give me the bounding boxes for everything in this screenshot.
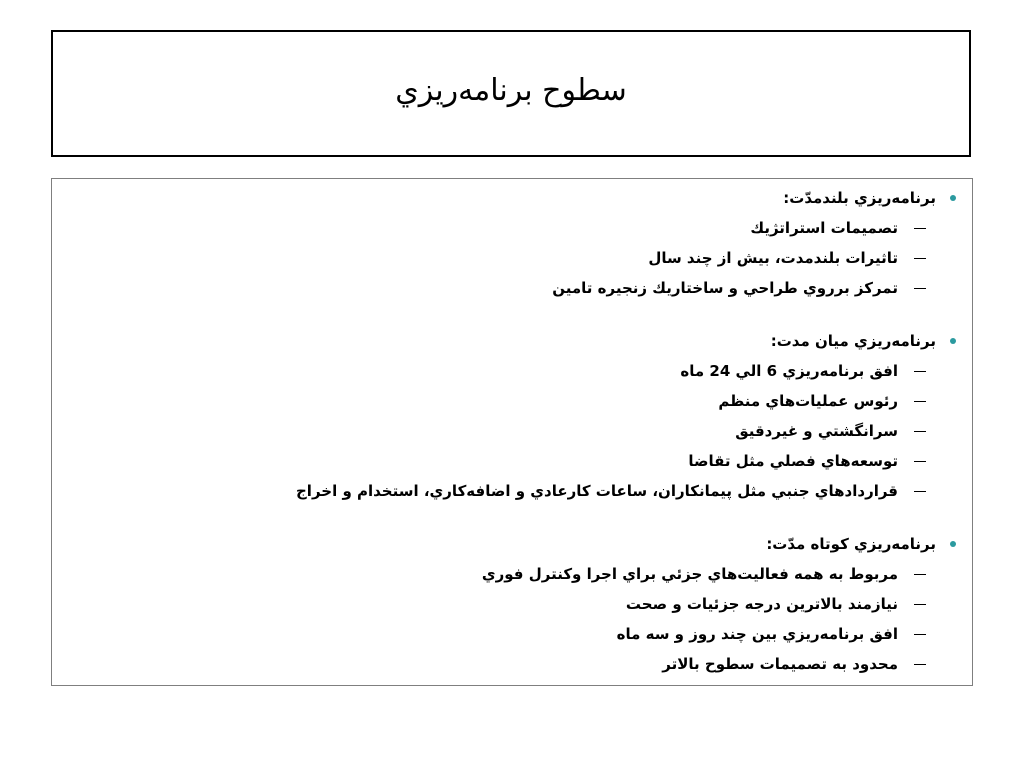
sub-item-text: تمركز برروي طراحي و ساختاريك زنجيره تامين: [552, 279, 898, 297]
sub-item-text: تصميمات استراتژيك: [750, 219, 898, 237]
dash-icon: [914, 634, 926, 635]
sub-item-text: افق برنامه‌ريزي 6 الي 24 ماه: [680, 362, 898, 380]
section-short-term: [96, 529, 956, 679]
bullet-dot-icon: [950, 338, 956, 344]
sub-item-text: تاثيرات بلندمدت، بيش از چند سال: [648, 249, 898, 267]
sub-item: [96, 356, 956, 386]
sub-item-text: سرانگشتي و غيردقيق: [735, 422, 898, 440]
bullet-dot-icon: [950, 541, 956, 547]
sub-item-text: مربوط به همه فعاليت‌هاي جزئي براي اجرا وكنترل فوري: [481, 565, 898, 583]
dash-icon: [914, 574, 926, 575]
title-box: [51, 30, 971, 157]
dash-icon: [914, 461, 926, 462]
section-long-term: [96, 183, 956, 303]
dash-icon: [914, 258, 926, 259]
bullet-heading: [96, 183, 956, 213]
sub-item-text: قراردادهاي جنبي مثل پيمانكاران، ساعات كارعادي و اضافه‌كاري، استخدام و اخراج: [296, 482, 898, 500]
sub-item-text: توسعه‌هاي فصلي مثل تقاضا: [688, 452, 898, 470]
dash-icon: [914, 664, 926, 665]
sub-item: [96, 386, 956, 416]
dash-icon: [914, 371, 926, 372]
dash-icon: [914, 228, 926, 229]
heading-text: برنامه‌ريزي كوتاه مدّت:: [766, 535, 936, 553]
sub-item-text: محدود به تصميمات سطوح بالاتر: [662, 655, 898, 673]
sub-item: [96, 273, 956, 303]
heading-text: برنامه‌ريزي ميان مدت:: [770, 332, 936, 350]
dash-icon: [914, 288, 926, 289]
heading-text: برنامه‌ريزي بلندمدّت:: [783, 189, 936, 207]
sub-item: [96, 416, 956, 446]
sub-item: [96, 213, 956, 243]
sub-item: [96, 243, 956, 273]
bullet-heading: [96, 326, 956, 356]
sub-item-text: افق برنامه‌ريزي بين چند روز و سه ماه: [616, 625, 898, 643]
dash-icon: [914, 431, 926, 432]
sub-item-text: رئوس عمليات‌هاي منظم: [718, 392, 898, 410]
sub-item: [96, 619, 956, 649]
sub-item: [96, 446, 956, 476]
sub-item: [96, 476, 956, 506]
sub-item-text: نيازمند بالاترين درجه جزئيات و صحت: [625, 595, 898, 613]
sub-item: [96, 559, 956, 589]
sub-item: [96, 649, 956, 679]
dash-icon: [914, 604, 926, 605]
sub-item: [96, 589, 956, 619]
dash-icon: [914, 491, 926, 492]
content-box: [51, 178, 973, 686]
dash-icon: [914, 401, 926, 402]
slide-title: سطوح برنامه‌ريزي: [395, 73, 627, 108]
bullet-dot-icon: [950, 195, 956, 201]
section-mid-term: [96, 326, 956, 506]
bullet-list: [96, 183, 956, 679]
bullet-heading: [96, 529, 956, 559]
